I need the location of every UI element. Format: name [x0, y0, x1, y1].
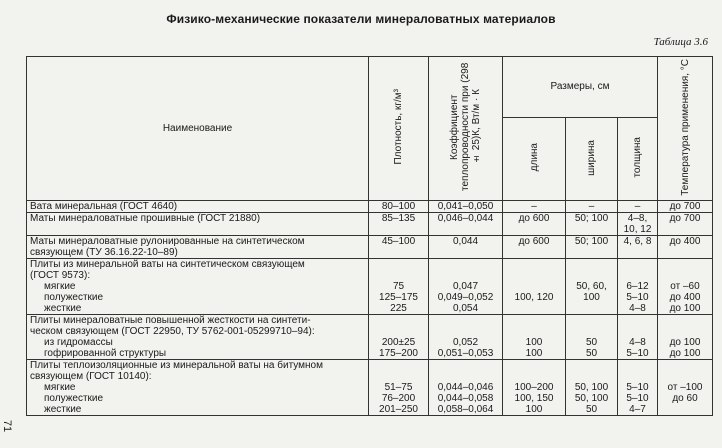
row-temperature: от –100 до 60: [658, 360, 713, 416]
row-thickness: 6–12 5–10 4–8: [618, 259, 658, 315]
row-name: Маты минераловатные прошивные (ГОСТ 21880): [27, 213, 369, 236]
row-temperature: до 700: [658, 213, 713, 236]
page-title: Физико-механические показатели минераловатных материалов: [166, 12, 556, 26]
table-row: [27, 360, 713, 416]
row-length: 100 100: [503, 315, 566, 360]
row-conductivity: 0,041–0,050: [429, 201, 503, 213]
row-conductivity: 0,044–0,046 0,044–0,058 0,058–0,064: [429, 360, 503, 416]
row-density: 45–100: [369, 236, 429, 259]
row-conductivity: 0,047 0,049–0,052 0,054: [429, 259, 503, 315]
row-density: 85–135: [369, 213, 429, 236]
row-thickness: –: [618, 201, 658, 213]
header-row: [27, 57, 713, 118]
row-length: до 600: [503, 236, 566, 259]
header-width: ширина: [566, 117, 618, 200]
row-name-cell: [27, 360, 369, 416]
row-subitems: мягкие полужесткие жесткие: [44, 281, 104, 314]
table-row: [27, 236, 713, 259]
row-width: 50, 100 50, 100 50: [566, 360, 618, 416]
row-temperature: до 400: [658, 236, 713, 259]
row-thickness: 4–8 5–10: [618, 315, 658, 360]
page-number: 71: [1, 419, 14, 433]
row-width: 50 50: [566, 315, 618, 360]
row-density: 51–75 76–200 201–250: [369, 360, 429, 416]
row-name-cell: [27, 315, 369, 360]
table-row: [27, 315, 713, 360]
row-width: 50, 60, 100: [566, 259, 618, 315]
row-density: 80–100: [369, 201, 429, 213]
table-row: [27, 201, 713, 213]
header-density: Плотность, кг/м³: [369, 57, 429, 201]
row-density: 200±25 175–200: [369, 315, 429, 360]
table-row: [27, 259, 713, 315]
row-conductivity: 0,052 0,051–0,053: [429, 315, 503, 360]
row-temperature: до 700: [658, 201, 713, 213]
row-width: –: [566, 201, 618, 213]
properties-table: [26, 56, 713, 416]
header-sizes: Размеры, см: [503, 57, 658, 118]
row-name: Плиты минераловатные повышенной жесткости на синтети- ческом связующем (ГОСТ 22950, ТУ 5762-001-05299710–94):: [30, 315, 315, 337]
table-row: [27, 213, 713, 236]
row-name-cell: [27, 259, 369, 315]
header-name: Наименование: [27, 57, 369, 201]
row-width: 50; 100: [566, 213, 618, 236]
row-width: 50; 100: [566, 236, 618, 259]
row-name: Плиты из минеральной ваты на синтетическом связующем (ГОСТ 9573):: [30, 259, 305, 281]
row-thickness: 4, 6, 8: [618, 236, 658, 259]
row-temperature: от –60 до 400 до 100: [658, 259, 713, 315]
row-name: Вата минеральная (ГОСТ 4640): [27, 201, 369, 213]
row-temperature: до 100 до 100: [658, 315, 713, 360]
row-length: –: [503, 201, 566, 213]
header-length: длина: [503, 117, 566, 200]
row-conductivity: 0,046–0,044: [429, 213, 503, 236]
header-temperature: Температура применения, °С: [658, 57, 713, 201]
header-thickness: толщина: [618, 117, 658, 200]
row-length: 100–200 100, 150 100: [503, 360, 566, 416]
row-conductivity: 0,044: [429, 236, 503, 259]
row-length: 100, 120: [503, 259, 566, 315]
table-label: Таблица 3.6: [653, 36, 708, 48]
row-subitems: из гидромассы гофрированной структуры: [44, 337, 167, 359]
row-density: 75 125–175 225: [369, 259, 429, 315]
row-thickness: 5–10 5–10 4–7: [618, 360, 658, 416]
row-thickness: 4–8, 10, 12: [618, 213, 658, 236]
row-name: Маты минераловатные рулонированные на синтетическом связующем (ТУ 36.16.22-10–89): [27, 236, 369, 259]
row-length: до 600: [503, 213, 566, 236]
row-subitems: мягкие полужесткие жесткие: [44, 382, 104, 415]
row-name: Плиты теплоизоляционные из минеральной ваты на битумном связующем (ГОСТ 10140):: [30, 360, 323, 382]
header-conductivity: Коэффициент теплопроводности при (298 ± 25)К, Вт/м · К: [429, 57, 503, 201]
